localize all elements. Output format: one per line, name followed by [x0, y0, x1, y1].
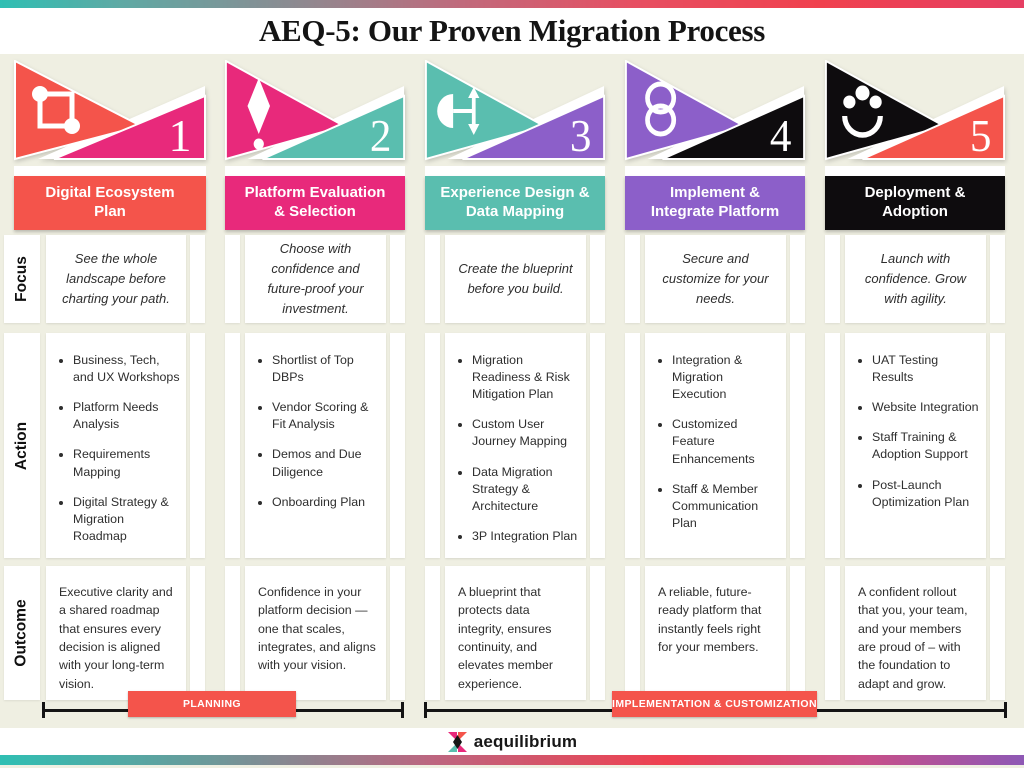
- timeline-cap: [424, 702, 427, 718]
- outcome-row: [0, 566, 1024, 700]
- column-strip: [825, 566, 840, 700]
- stage-title: Experience Design & Data Mapping: [440, 184, 590, 220]
- flag-base-bar: [425, 166, 605, 176]
- action-item: • Digital Strategy & Migration Roadmap: [73, 494, 180, 545]
- stage-title-bar: [225, 176, 405, 230]
- timeline-cap: [42, 702, 45, 718]
- column-strip: [790, 333, 805, 558]
- row-label-focus: Focus: [4, 235, 40, 323]
- action-card: [445, 333, 586, 558]
- bottom-gradient-bar: [0, 755, 1024, 765]
- stage-number: 2: [369, 109, 392, 162]
- action-item: • Shortlist of Top DBPs: [272, 352, 380, 386]
- outcome-card: Confidence in your platform decision — one that scales, integrates, and aligns with your vision.: [245, 566, 386, 700]
- action-row: [0, 333, 1024, 558]
- action-item: • Custom User Journey Mapping: [472, 416, 580, 450]
- outcome-card: A reliable, future-ready platform that instantly feels right for your members.: [645, 566, 786, 700]
- action-item: • Post-Launch Optimization Plan: [872, 477, 980, 511]
- column-strip: [990, 566, 1005, 700]
- action-card: [245, 333, 386, 558]
- stage-column-5-header: [825, 60, 1005, 230]
- stage-column-1-header: [14, 60, 206, 230]
- column-strip: [190, 333, 205, 558]
- action-item: • Website Integration: [872, 399, 980, 416]
- action-item: • Onboarding Plan: [272, 494, 380, 511]
- column-strip: [590, 566, 605, 700]
- focus-card: See the whole landscape before charting your path.: [46, 235, 186, 323]
- column-strip: [825, 333, 840, 558]
- action-item: • Requirements Mapping: [73, 446, 180, 480]
- column-strip: [790, 566, 805, 700]
- action-card: [845, 333, 986, 558]
- title-band: [0, 8, 1024, 54]
- action-card: [645, 333, 786, 558]
- column-strip: [590, 333, 605, 558]
- stage-title: Digital Ecosystem Plan: [45, 184, 175, 220]
- focus-card: Choose with confidence and future-proof your investment.: [245, 235, 386, 323]
- stage-title: Deployment & Adoption: [864, 184, 966, 220]
- action-item: • 3P Integration Plan: [472, 528, 580, 545]
- stage-column-4-header: [625, 60, 805, 230]
- action-item: • UAT Testing Results: [872, 352, 980, 386]
- stage-3-flag: [425, 60, 605, 166]
- action-item: • Business, Tech, and UX Workshops: [73, 352, 180, 386]
- stage-number: 5: [969, 109, 992, 162]
- flag-base-bar: [14, 166, 206, 176]
- action-item: • Integration & Migration Execution: [672, 352, 780, 403]
- stage-title-bar: [825, 176, 1005, 230]
- column-strip: [590, 235, 605, 323]
- column-strip: [825, 235, 840, 323]
- column-strip: [190, 566, 205, 700]
- stage-2-flag: [225, 60, 405, 166]
- row-label-action: Action: [4, 333, 40, 558]
- column-strip: [390, 333, 405, 558]
- page-title: AEQ-5: Our Proven Migration Process: [258, 13, 766, 48]
- stage-title-bar: [14, 176, 206, 230]
- column-strip: [425, 566, 440, 700]
- column-strip: [425, 333, 440, 558]
- column-strip: [225, 235, 240, 323]
- column-strip: [990, 235, 1005, 323]
- column-strip: [390, 566, 405, 700]
- action-card: [46, 333, 186, 558]
- stage-number: 1: [168, 110, 192, 161]
- column-strip: [425, 235, 440, 323]
- stage-column-2-header: [225, 60, 405, 230]
- column-strip: [625, 566, 640, 700]
- column-strip: [190, 235, 205, 323]
- stage-column-3-header: [425, 60, 605, 230]
- action-item: • Migration Readiness & Risk Mitigation Plan: [472, 352, 580, 403]
- stage-4-flag: [625, 60, 805, 166]
- column-strip: [990, 333, 1005, 558]
- aequilibrium-logo-icon: [447, 730, 468, 754]
- column-strip: [790, 235, 805, 323]
- stage-5-flag: [825, 60, 1005, 166]
- stage-number: 3: [569, 109, 592, 162]
- stage-title-bar: [425, 176, 605, 230]
- flag-base-bar: [625, 166, 805, 176]
- action-item: • Staff Training & Adoption Support: [872, 429, 980, 463]
- stage-title: Implement & Integrate Platform: [650, 184, 780, 220]
- column-strip: [390, 235, 405, 323]
- focus-card: Secure and customize for your needs.: [645, 235, 786, 323]
- column-strip: [625, 333, 640, 558]
- action-item: • Platform Needs Analysis: [73, 399, 180, 433]
- action-item: • Demos and Due Diligence: [272, 446, 380, 480]
- outcome-card: Executive clarity and a shared roadmap that ensures every decision is aligned with your long-term vision.: [46, 566, 186, 700]
- stage-number: 4: [769, 109, 792, 162]
- action-item: • Vendor Scoring & Fit Analysis: [272, 399, 380, 433]
- timeline-cap: [401, 702, 404, 718]
- implementation-badge: IMPLEMENTATION & CUSTOMIZATION: [612, 691, 817, 717]
- top-gradient-bar: [0, 0, 1024, 8]
- flag-base-bar: [225, 166, 405, 176]
- brand-name: aequilibrium: [473, 731, 578, 751]
- outcome-card: A blueprint that protects data integrity, ensures continuity, and elevates member experience.: [445, 566, 586, 700]
- footer-brand-bar: [0, 728, 1024, 755]
- column-strip: [625, 235, 640, 323]
- action-item: • Staff & Member Communication Plan: [672, 481, 780, 532]
- column-strip: [225, 566, 240, 700]
- focus-row: [0, 235, 1024, 323]
- row-label-outcome: Outcome: [4, 566, 40, 700]
- stage-title-bar: [625, 176, 805, 230]
- action-item: • Data Migration Strategy & Architecture: [472, 464, 580, 515]
- focus-card: Launch with confidence. Grow with agility.: [845, 235, 986, 323]
- timeline-cap: [1004, 702, 1007, 718]
- outcome-card: A confident rollout that you, your team, and your members are proud of – with the foundation to adapt and grow.: [845, 566, 986, 700]
- column-strip: [225, 333, 240, 558]
- action-item: • Customized Feature Enhancements: [672, 416, 780, 467]
- planning-badge: PLANNING: [128, 691, 296, 717]
- stage-title: Platform Evaluation & Selection: [244, 184, 386, 220]
- focus-card: Create the blueprint before you build.: [445, 235, 586, 323]
- flag-base-bar: [825, 166, 1005, 176]
- stage-1-flag: [14, 60, 206, 166]
